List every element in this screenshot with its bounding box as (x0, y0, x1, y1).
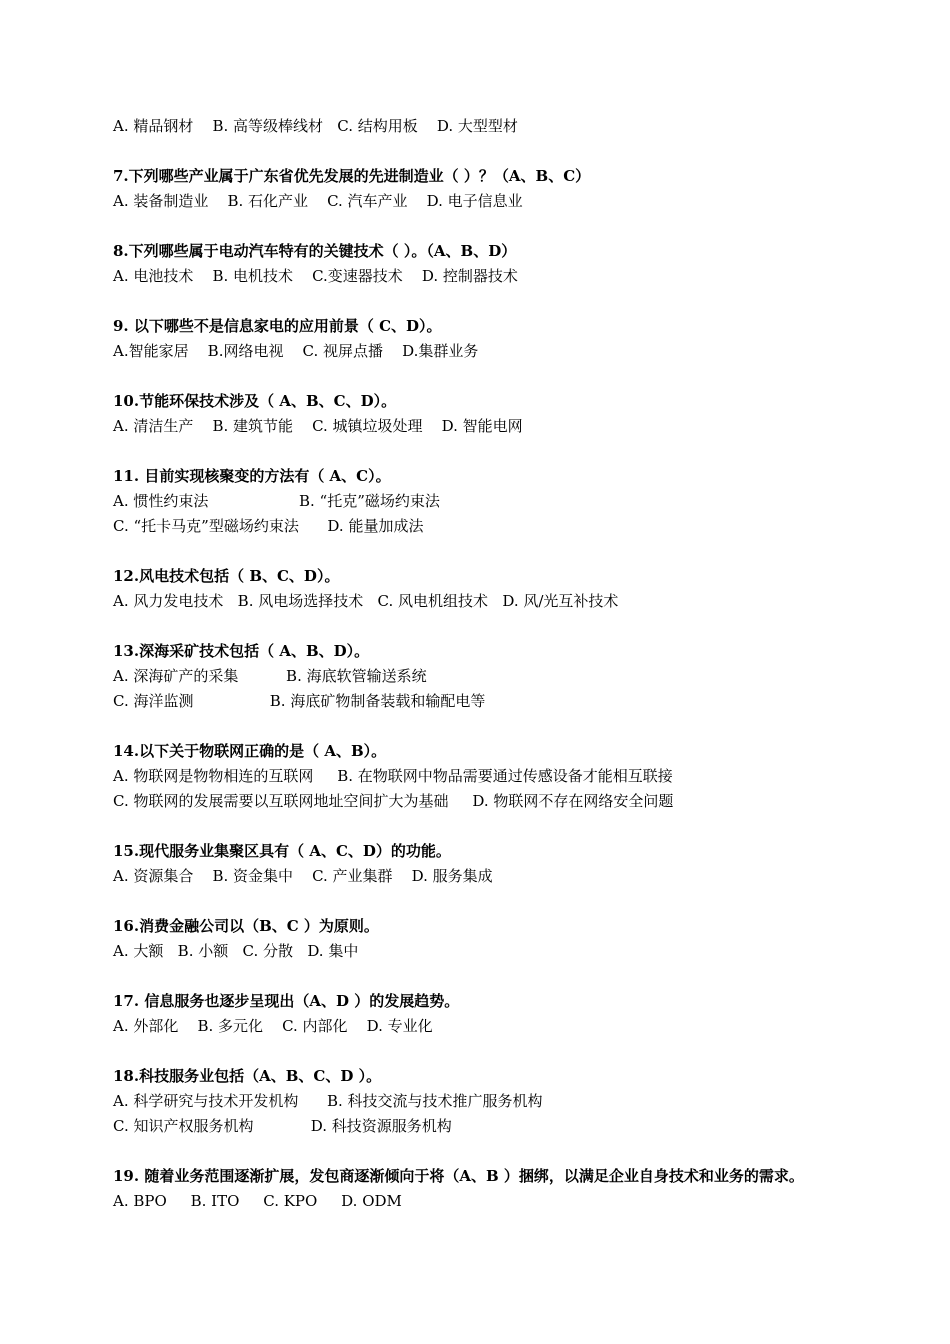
question-text: 15.现代服务业集聚区具有（ A、C、D）的功能。 (113, 842, 451, 860)
answer-options: C. “托卡马克”型磁场约束法 D. 能量加成法 (113, 517, 424, 535)
answer-options: A. BPO B. ITO C. KPO D. ODM (113, 1192, 402, 1210)
answer-options: A. 惯性约束法 B. “托克”磁场约束法 (113, 492, 440, 510)
blank-line (113, 964, 903, 989)
answer-options: C. 海洋监测 B. 海底矿物制备装载和输配电等 (113, 692, 486, 710)
answer-options: A. 电池技术 B. 电机技术 C.变速器技术 D. 控制器技术 (113, 267, 518, 285)
blank-line (113, 714, 903, 739)
document-page (113, 114, 903, 1214)
answer-options: A. 精品钢材 B. 高等级棒线材 C. 结构用板 D. 大型型材 (113, 117, 518, 135)
question-text: 11. 目前实现核聚变的方法有（ A、C）。 (113, 467, 391, 485)
question-text: 12.风电技术包括（ B、C、D）。 (113, 567, 340, 585)
answer-options: A. 风力发电技术 B. 风电场选择技术 C. 风电机组技术 D. 风/光互补技术 (113, 592, 619, 610)
answer-options: A. 物联网是物物相连的互联网 B. 在物联网中物品需要通过传感设备才能相互联接 (113, 767, 673, 785)
question-text: 7.下列哪些产业属于广东省优先发展的先进制造业（ ）？（A、B、C） (113, 167, 591, 185)
question-text: 16.消费金融公司以（B、C ）为原则。 (113, 917, 379, 935)
blank-line (113, 1039, 903, 1064)
question-text: 14.以下关于物联网正确的是（ A、B）。 (113, 742, 387, 760)
question-text: 13.深海采矿技术包括（ A、B、D）。 (113, 642, 370, 660)
answer-options: A. 资源集合 B. 资金集中 C. 产业集群 D. 服务集成 (113, 867, 493, 885)
blank-line (113, 814, 903, 839)
answer-options: A. 清洁生产 B. 建筑节能 C. 城镇垃圾处理 D. 智能电网 (113, 417, 523, 435)
question-text: 8.下列哪些属于电动汽车特有的关键技术（ ）。（A、B、D） (113, 242, 517, 260)
blank-line (113, 289, 903, 314)
answer-options: A. 大额 B. 小额 C. 分散 D. 集中 (113, 942, 359, 960)
answer-options: C. 知识产权服务机构 D. 科技资源服务机构 (113, 1117, 452, 1135)
blank-line (113, 439, 903, 464)
answer-options: A.智能家居 B.网络电视 C. 视屏点播 D.集群业务 (113, 342, 479, 360)
question-text: 18.科技服务业包括（A、B、C、D ）。 (113, 1067, 382, 1085)
answer-options: A. 外部化 B. 多元化 C. 内部化 D. 专业化 (113, 1017, 433, 1035)
blank-line (113, 539, 903, 564)
answer-options: A. 科学研究与技术开发机构 B. 科技交流与技术推广服务机构 (113, 1092, 543, 1110)
blank-line (113, 889, 903, 914)
answer-options: A. 装备制造业 B. 石化产业 C. 汽车产业 D. 电子信息业 (113, 192, 523, 210)
blank-line (113, 139, 903, 164)
blank-line (113, 214, 903, 239)
question-text: 17. 信息服务也逐步呈现出（A、D ）的发展趋势。 (113, 992, 460, 1010)
question-text: 9. 以下哪些不是信息家电的应用前景（ C、D）。 (113, 317, 442, 335)
question-text: 10.节能环保技术涉及（ A、B、C、D）。 (113, 392, 397, 410)
blank-line (113, 1139, 903, 1164)
answer-options: A. 深海矿产的采集 B. 海底软管输送系统 (113, 667, 427, 685)
blank-line (113, 614, 903, 639)
answer-options: C. 物联网的发展需要以互联网地址空间扩大为基础 D. 物联网不存在网络安全问题 (113, 792, 674, 810)
question-text: 19. 随着业务范围逐渐扩展，发包商逐渐倾向于将（A、B ）捆绑，以满足企业自身技术和业务的需求。 (113, 1167, 804, 1185)
blank-line (113, 364, 903, 389)
